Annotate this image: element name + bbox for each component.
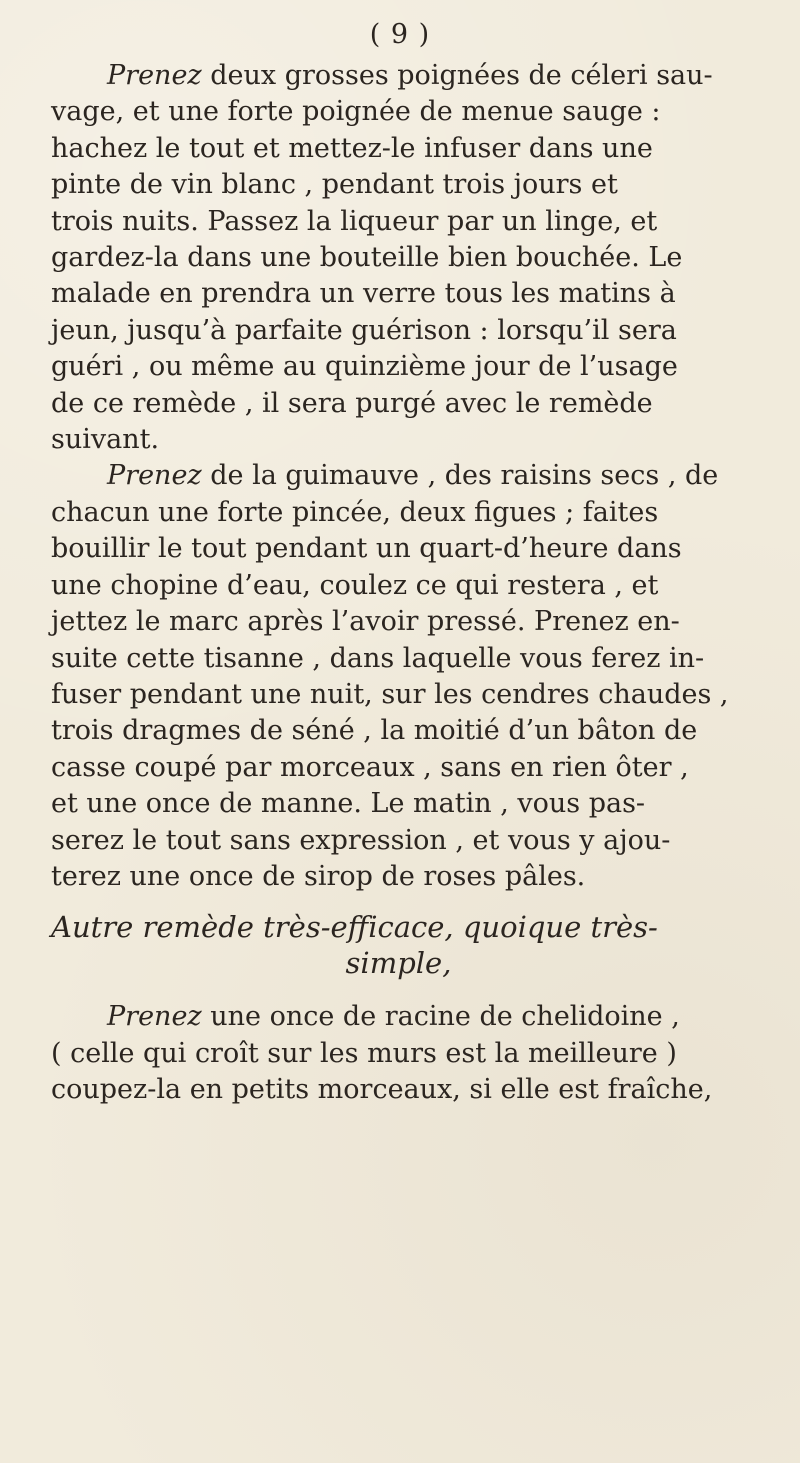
- subtitle-line-2: simple,: [345, 946, 452, 981]
- paragraph-3-line-1-text: une once de racine de chelidoine ,: [201, 1001, 680, 1033]
- paragraph-3-lead: Prenez: [107, 1001, 202, 1033]
- paragraph-1: [51, 58, 746, 458]
- paragraph-2-line-6: suite cette tisanne , dans laquelle vous ferez in-: [51, 642, 705, 674]
- paragraph-2-line-5: jettez le marc après l’avoir pressé. Prenez en-: [51, 606, 680, 638]
- paragraph-1-lead: Prenez: [107, 60, 202, 91]
- subtitle-line-1: Autre remède très-efficace, quoique très-: [51, 910, 658, 945]
- paragraph-2-line-1: [51, 458, 746, 494]
- paragraph-1-line-5: trois nuits. Passez la liqueur par un linge, et: [51, 205, 658, 237]
- paragraph-2-line-7: fuser pendant une nuit, sur les cendres chaudes ,: [51, 678, 729, 710]
- paragraph-1-line-1-text: deux grosses poignées de céleri sau-: [201, 60, 713, 91]
- paragraph-2-line-4: une chopine d’eau, coulez ce qui restera , et: [51, 569, 659, 601]
- page-number: ( 9 ): [369, 19, 431, 50]
- paragraph-1-line-6: gardez-la dans une bouteille bien bouchée. Le: [51, 242, 683, 274]
- paragraph-2-line-1-text: de la guimauve , des raisins secs , de: [201, 460, 719, 492]
- paragraph-1-line-8: jeun, jusqu’à parfaite guérison : lorsqu’il sera: [51, 314, 677, 346]
- paragraph-2-line-9: casse coupé par morceaux , sans en rien ôter ,: [51, 751, 689, 783]
- paragraph-3-line-1: [51, 999, 746, 1035]
- paragraph-2-line-3: bouillir le tout pendant un quart-d’heure dans: [51, 533, 682, 565]
- paragraph-1-line-10: de ce remède , il sera purgé avec le remède: [51, 387, 653, 419]
- paragraph-3-line-2: ( celle qui croît sur les murs est la meilleure ): [51, 1037, 677, 1069]
- paragraph-1-line-11: suivant.: [51, 424, 160, 456]
- paragraph-1-line-4: pinte de vin blanc , pendant trois jours et: [51, 169, 618, 201]
- paragraph-1-line-7: malade en prendra un verre tous les matins à: [51, 278, 676, 310]
- body-text: [51, 58, 746, 1109]
- paragraph-3: [51, 999, 746, 1108]
- remedy-subtitle: [51, 909, 746, 981]
- paragraph-2-line-11: serez le tout sans expression , et vous y ajou-: [51, 824, 671, 856]
- paragraph-1-line-3: hachez le tout et mettez-le infuser dans une: [51, 132, 653, 164]
- paragraph-2-line-8: trois dragmes de séné , la moitié d’un bâton de: [51, 715, 698, 747]
- paragraph-1-line-1: [51, 58, 746, 94]
- paragraph-1-line-2: vage, et une forte poignée de menue sauge :: [51, 96, 661, 128]
- paragraph-1-line-9: guéri , ou même au quinzième jour de l’usage: [51, 351, 678, 383]
- paragraph-3-line-3: coupez-la en petits morceaux, si elle est fraîche,: [51, 1074, 713, 1106]
- paragraph-2: [51, 458, 746, 895]
- paragraph-2-line-12: terez une once de sirop de roses pâles.: [51, 860, 586, 892]
- paragraph-2-line-10: et une once de manne. Le matin , vous pas-: [51, 788, 646, 820]
- paragraph-2-line-2: chacun une forte pincée, deux figues ; faites: [51, 496, 659, 528]
- paragraph-2-lead: Prenez: [107, 460, 202, 492]
